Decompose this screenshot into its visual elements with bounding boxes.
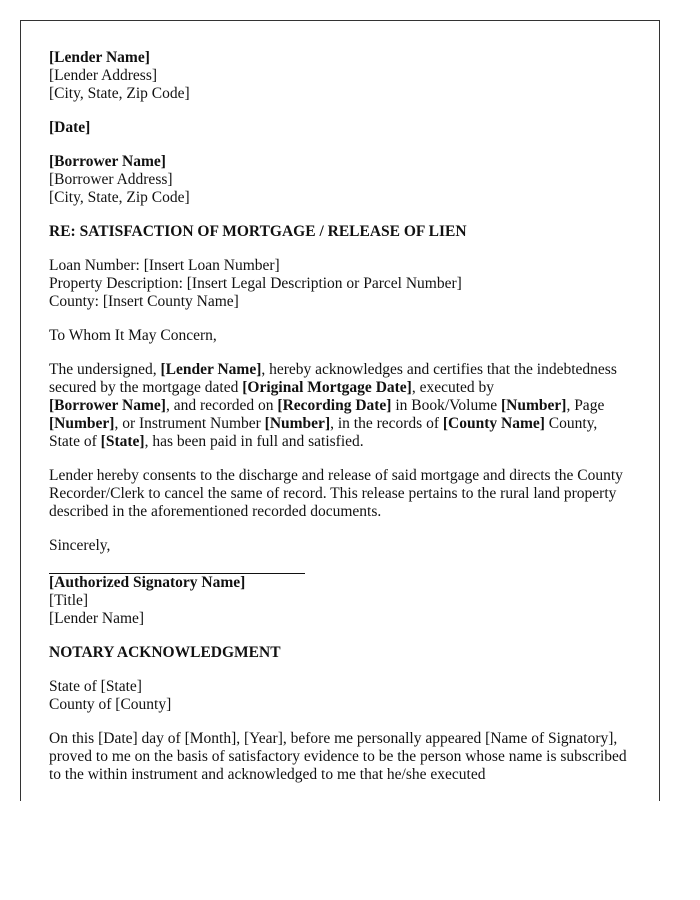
text-segment: , Page [566, 397, 605, 414]
borrower-name: [Borrower Name] [49, 153, 166, 170]
text-segment: County, State of [49, 415, 598, 450]
signature-block [49, 573, 631, 628]
book-volume-number-field: [Number] [501, 397, 567, 414]
instrument-number-field: [Number] [264, 415, 331, 432]
text-segment: , in the records of [330, 415, 443, 432]
notary-venue [49, 678, 631, 714]
text-segment: , has been paid in full and satisfied. [144, 433, 364, 450]
text-segment: , executed by [411, 379, 495, 396]
notary-text: On this [Date] day of [Month], [Year], before me personally appeared [Name of Signatory], proved to me on the basis of satisfactory evidence to be the person whose name is subscribed to the within instrument and acknowledged to me that he/she executed [49, 730, 627, 783]
notary-state: State of [State] [49, 678, 142, 695]
page-number-field: [Number] [49, 415, 115, 432]
release-paragraph: Lender hereby consents to the discharge and release of said mortgage and directs the County Recorder/Clerk to cancel the same of record. This release pertains to the rural land property described in the aforementioned recorded documents. [49, 467, 623, 520]
borrower-address: [Borrower Address] [49, 171, 173, 188]
subject-line: RE: SATISFACTION OF MORTGAGE / RELEASE OF LIEN [49, 223, 467, 240]
text-segment: , and recorded on [165, 397, 278, 414]
lender-header [49, 49, 631, 103]
recording-date-field: [Recording Date] [277, 397, 392, 414]
county-line: County: [Insert County Name] [49, 293, 239, 310]
loan-number: Loan Number: [Insert Loan Number] [49, 257, 280, 274]
borrower-header [49, 153, 631, 207]
notary-heading: NOTARY ACKNOWLEDGMENT [49, 644, 281, 661]
notary-county: County of [County] [49, 696, 172, 713]
lender-name: [Lender Name] [49, 49, 150, 66]
loan-details [49, 257, 631, 311]
signatory-title: [Title] [49, 592, 89, 609]
borrower-name-field: [Borrower Name] [49, 397, 166, 414]
signatory-name: [Authorized Signatory Name] [49, 574, 246, 591]
lender-address: [Lender Address] [49, 67, 158, 84]
text-segment: in Book/Volume [391, 397, 501, 414]
signatory-lender: [Lender Name] [49, 610, 145, 627]
original-mortgage-date-field: [Original Mortgage Date] [242, 379, 412, 396]
satisfaction-paragraph [49, 361, 631, 451]
property-description: Property Description: [Insert Legal Description or Parcel Number] [49, 275, 462, 292]
text-segment: The undersigned, [49, 361, 161, 378]
closing: Sincerely, [49, 537, 111, 554]
county-name-field: [County Name] [442, 415, 545, 432]
notary-heading-block [49, 644, 631, 662]
subject-block [49, 223, 631, 241]
text-segment: , or Instrument Number [114, 415, 265, 432]
lender-name-field: [Lender Name] [160, 361, 262, 378]
salutation: To Whom It May Concern, [49, 327, 217, 344]
text-segment: , hereby acknowledges and certifies that the indebtedness secured by the mortgage dated [49, 361, 617, 396]
state-field: [State] [100, 433, 145, 450]
letter-date: [Date] [49, 119, 91, 136]
lender-city-state-zip: [City, State, Zip Code] [49, 85, 190, 102]
letter-page [20, 20, 660, 801]
date-block [49, 119, 631, 137]
borrower-city-state-zip: [City, State, Zip Code] [49, 189, 190, 206]
